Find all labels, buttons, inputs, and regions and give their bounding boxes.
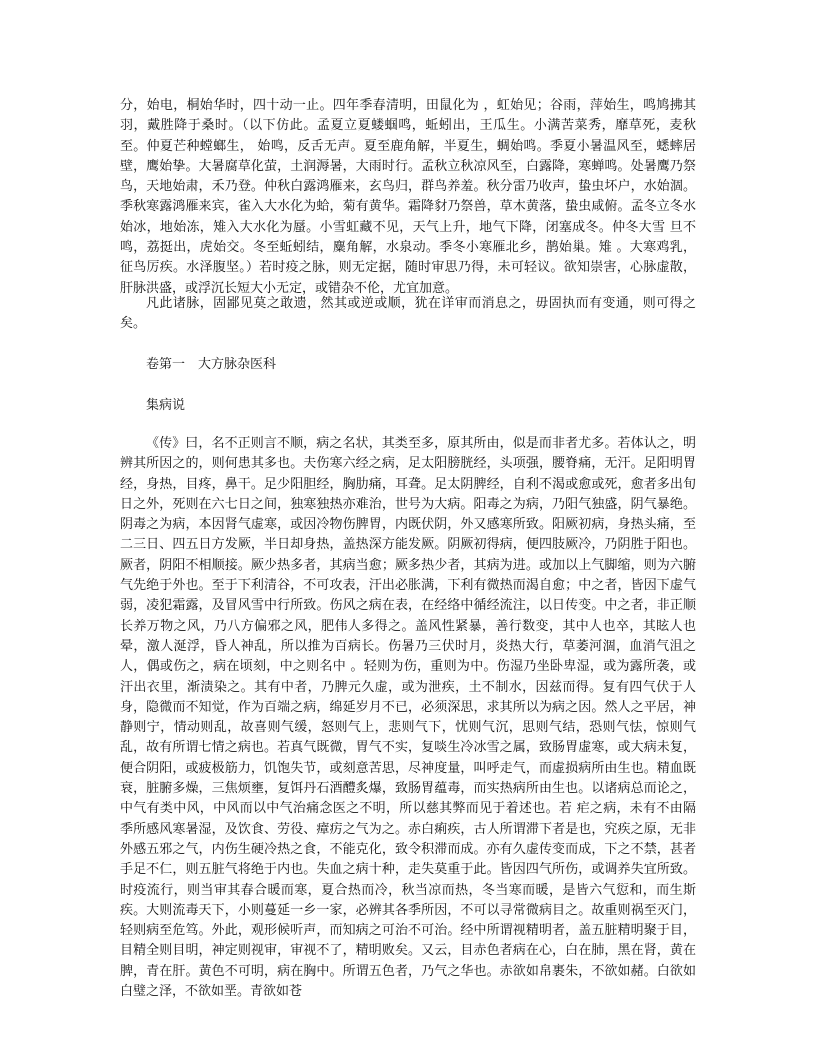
paragraph-1: 分，始电，桐始华时，四十动一止。四年季春清明，田鼠化为 ，虹始见；谷雨，萍始生，鸣鸠拂其羽，戴胜降于桑时。（以下仿此。孟夏立夏蝼蝈鸣，蚯蚓出，王瓜生。小满苦菜秀，靡草死，麦秋至。仲夏芒种螳螂生， 始鸣，反舌无声。夏至鹿角解，半夏生，蜩始鸣。季夏小暑温风至，蟋蟀居壁，鹰始挚。大暑腐草化萤，土润溽暑，大雨时行。孟秋立秋凉风至，白露降，寒蝉鸣。处暑鹰乃祭鸟，天地始肃，禾乃登。仲秋白露鸿雁来，玄鸟归，群鸟养羞。秋分雷乃收声，蛰虫坏户，水始涸。季秋寒露鸿雁来宾，雀入大水化为蛤，菊有黄华。霜降豺乃祭兽，草木黄落，蛰虫咸俯。孟冬立冬水始冰，地始冻，雉入大水化为蜃。小雪虹藏不见，天气上升，地气下降，闭塞成冬。仲冬大雪 旦不鸣，荔挺出，虎始交。冬至蚯蚓结，麋角解，水泉动。季冬小寒雁北乡，鹊始巢。雉 。大寒鸡乳，征鸟厉疾。水泽腹坚。）若时疫之脉，则无定据，随时审思乃得，未可轻议。欲知崇害，心脉虚散，肝脉洪盛，或浮沉长短大小无定，或错杂不伦，尤宜加意。 bbox=[120, 98, 696, 296]
paragraph-3: 《传》曰，名不正则言不顺，病之名状，其类至多，原其所由，似是而非者尤多。若体认之，明辨其所因之的，则何患其多也。夫伤寒六经之病，足太阳膀胱经，头项强，腰脊痛，无汗。足阳明胃经，身热，目疼，鼻干。足少阳胆经，胸肋痛，耳聋。足太阴脾经，自利不渴或愈或死，愈者多出旬日之外，死则在六七日之间，独寒独热亦难治，世号为大病。阳毒之为病，乃阳气独盛，阴气暴绝。阴毒之为病，本因肾气虚寒，或因冷物伤脾胃，内既伏阴，外又感寒所致。阳厥初病，身热头痛，至二三日、四五日方发厥，半日却身热，盖热深方能发厥。阴厥初得病，便四肢厥冷，乃阴胜于阳也。厥者，阴阳不相顺接。厥少热多者，其病当愈；厥多热少者，其病为进。或加以上气脚缩，则为六腑气先绝于外也。至于下利清谷，不可攻表，汗出必胀满，下利有微热而渴自愈；中之者，皆因下虚气弱，凌犯霜露，及冒风雪中行所致。伤风之病在表，在经络中循经流注，以日传变。中之者，非正顺长养万物之风，乃八方偏邪之风，肥伟人多得之。盖风性紧暴，善行数变，其中人也卒，其眩人也晕，激人涎浮，昏人神乱，所以推为百病长。伤暑乃三伏时月，炎热大行，草萎河涸，血消气沮之人，偶或伤之，病在顷刻，中之则名中 。轻则为伤，重则为中。伤湿乃坐卧卑湿，或为露所袭，或汗出衣里，渐渍染之。其有中者，乃脾元久虚，或为泄疾，土不制水，因兹而得。复有四气伏于人身，隐微而不知觉，作为百端之病，绵延岁月不已，必须深思，求其所以为病之因。然人之平居，神静则宁，情动则乱，故喜则气缓，怒则气上，悲则气下，忧则气沉，思则气结，恐则气怯，惊则气乱，故有所谓七情之病也。若真气既微，胃气不实，复啖生冷冰雪之属，致肠胃虚寒，或大病未复，便合阴阳，或疲极筋力，饥饱失节，或刻意苦思，尽神度量，叫呼走气，而虚损病所由生也。精血既衰，脏腑多燥，三焦烦壅，复饵丹石酒醴炙爆，致肠胃蕴毒，而实热病所由生也。以诸病总而论之，中气有类中风，中风而以中气治痛念医之不明，所以慈其弊而见于着述也。若 疟之病，未有不由隔季所感风寒暑湿，及饮食、劳役、瘴疠之气为之。赤白痢疾，古人所谓滞下者是也，究疾之原，无非外感五邪之气，内伤生硬冷热之食，不能克化，致令积滞而成。亦有久虚传变而成，下之不禁，甚者手足不仁，则五脏气将绝于内也。失血之病十种，走失莫重于此。皆因四气所伤，或调养失宜所致。时疫流行，则当审其春合暖而寒，夏合热而冷，秋当凉而热，冬当寒而暖，是皆六气愆和，而生斯疾。大则流毒天下，小则蔓延一乡一家，必辨其各季所因，不可以寻常微病目之。故重则祸至灭门，轻则病至危笃。外此，观形候听声，而知病之可治不可治。经中所谓视精明者，盖五脏精明聚于目，目精全则目明，神定则视审，审视不了，精明败矣。又云，目赤色者病在心，白在肺，黑在肾，黄在脾，青在肝。黄色不可明，病在胸中。所谓五色者，乃气之华也。赤欲如帛裹朱，不欲如赭。白欲如白璧之泽，不欲如垩。青欲如苍 bbox=[120, 436, 696, 1000]
section-heading: 集病说 bbox=[146, 398, 186, 413]
paragraph-2: 凡此诸脉，固鄙见莫之敢遗，然其或逆或顺，犹在详审而消息之，毋固执而有变通，则可得之矣。 bbox=[120, 296, 696, 332]
volume-heading: 卷第一 大方脉杂医科 bbox=[146, 357, 277, 372]
